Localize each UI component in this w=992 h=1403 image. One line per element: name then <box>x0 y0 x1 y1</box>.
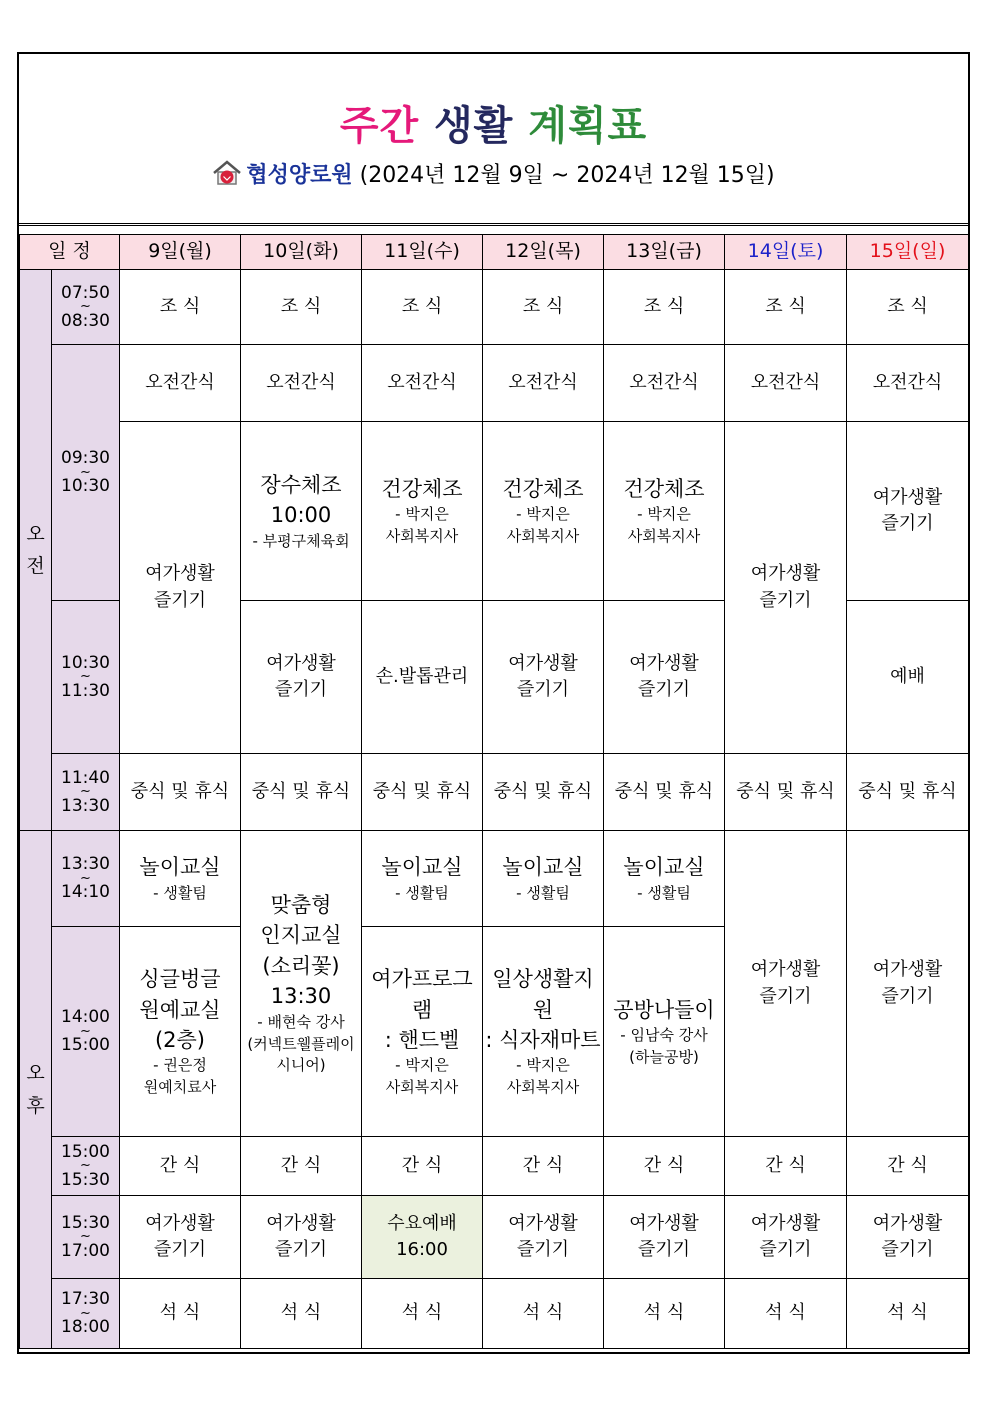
meal-cell: 석 식 <box>120 1279 241 1349</box>
meal-cell: 석 식 <box>483 1279 604 1349</box>
activity-cell: 여가생활 즐기기 <box>847 831 969 1137</box>
period-am: 오 전 <box>20 270 52 831</box>
snack-cell: 간 식 <box>241 1137 362 1196</box>
activity-cell: 놀이교실 - 생활팀 <box>120 831 241 927</box>
activity-cell: 일상생활지원 : 식자재마트 - 박지은 사회복지사 <box>483 927 604 1137</box>
row-dinner <box>20 1279 969 1349</box>
activity-cell: 놀이교실 - 생활팀 <box>362 831 483 927</box>
meal-cell: 조 식 <box>847 270 969 345</box>
time-slot: 13:30 ~ 14:10 <box>52 831 120 927</box>
activity-cell: 여가생활 즐기기 <box>241 601 362 754</box>
activity-cell: 건강체조 - 박지은 사회복지사 <box>483 422 604 601</box>
subtitle <box>19 158 968 192</box>
time-slot: 07:50 ~ 08:30 <box>52 270 120 345</box>
activity-cell: 여가생활 즐기기 <box>604 601 725 754</box>
meal-cell: 중식 및 휴식 <box>847 754 969 831</box>
day-header-sunday: 15일(일) <box>847 235 969 270</box>
date-range: (2024년 12월 9일 ~ 2024년 12월 15일) <box>359 163 775 188</box>
day-header: 13일(금) <box>604 235 725 270</box>
activity-cell: 여가생활 즐기기 <box>847 422 969 601</box>
activity-cell: 싱글벙글 원예교실 (2층) - 권은정 원예치료사 <box>120 927 241 1137</box>
schedule-table <box>19 234 969 1349</box>
row-breakfast <box>20 270 969 345</box>
activity-cell: 예배 <box>847 601 969 754</box>
snack-cell: 간 식 <box>362 1137 483 1196</box>
day-header: 12일(목) <box>483 235 604 270</box>
meal-cell: 중식 및 휴식 <box>725 754 847 831</box>
row-pm-snack <box>20 1137 969 1196</box>
document-header <box>19 54 968 226</box>
snack-cell: 오전간식 <box>241 345 362 422</box>
activity-cell: 여가생활 즐기기 <box>241 1196 362 1279</box>
meal-cell: 조 식 <box>120 270 241 345</box>
snack-cell: 오전간식 <box>362 345 483 422</box>
schedule-label: 일 정 <box>20 235 120 270</box>
activity-cell: 여가생활 즐기기 <box>847 1196 969 1279</box>
row-lunch <box>20 754 969 831</box>
meal-cell: 석 식 <box>725 1279 847 1349</box>
meal-cell: 석 식 <box>362 1279 483 1349</box>
activity-cell: 놀이교실 - 생활팀 <box>604 831 725 927</box>
time-slot: 10:30 ~ 11:30 <box>52 601 120 754</box>
day-header: 10일(화) <box>241 235 362 270</box>
time-slot: 17:30 ~ 18:00 <box>52 1279 120 1349</box>
snack-cell: 간 식 <box>120 1137 241 1196</box>
snack-cell: 간 식 <box>604 1137 725 1196</box>
row-am-program <box>20 422 969 601</box>
row-pm-1 <box>20 831 969 927</box>
activity-cell: 여가생활 즐기기 <box>483 1196 604 1279</box>
activity-cell: 여가생활 즐기기 <box>604 1196 725 1279</box>
time-slot: 09:30 ~ 10:30 <box>52 345 120 601</box>
meal-cell: 석 식 <box>604 1279 725 1349</box>
time-slot: 15:30 ~ 17:00 <box>52 1196 120 1279</box>
activity-cell: 건강체조 - 박지은 사회복지사 <box>362 422 483 601</box>
snack-cell: 오전간식 <box>604 345 725 422</box>
activity-cell: 건강체조 - 박지은 사회복지사 <box>604 422 725 601</box>
wednesday-service-cell: 수요예배 16:00 <box>362 1196 483 1279</box>
activity-cell: 여가생활 즐기기 <box>725 1196 847 1279</box>
page-title: 주간 생활 계획표 <box>339 103 648 149</box>
activity-cell: 여가생활 즐기기 <box>483 601 604 754</box>
day-header: 11일(수) <box>362 235 483 270</box>
snack-cell: 오전간식 <box>120 345 241 422</box>
activity-cell: 손.발톱관리 <box>362 601 483 754</box>
activity-cell: 여가생활 즐기기 <box>725 831 847 1137</box>
org-name: 협성양로원 <box>246 163 353 188</box>
activity-cell: 여가생활 즐기기 <box>120 422 241 754</box>
day-header: 9일(월) <box>120 235 241 270</box>
activity-cell: 장수체조 10:00 - 부평구체육회 <box>241 422 362 601</box>
activity-cell: 공방나들이 - 임남숙 강사 (하늘공방) <box>604 927 725 1137</box>
schedule-frame <box>17 52 970 1354</box>
snack-cell: 간 식 <box>483 1137 604 1196</box>
meal-cell: 중식 및 휴식 <box>483 754 604 831</box>
row-pm-3 <box>20 1196 969 1279</box>
time-slot: 15:00 ~ 15:30 <box>52 1137 120 1196</box>
house-logo-icon <box>212 160 242 192</box>
meal-cell: 중식 및 휴식 <box>362 754 483 831</box>
day-header-row <box>20 235 969 270</box>
snack-cell: 오전간식 <box>847 345 969 422</box>
meal-cell: 조 식 <box>362 270 483 345</box>
meal-cell: 중식 및 휴식 <box>241 754 362 831</box>
activity-cell: 여가프로그램 : 핸드벨 - 박지은 사회복지사 <box>362 927 483 1137</box>
activity-cell: 여가생활 즐기기 <box>725 422 847 754</box>
meal-cell: 조 식 <box>604 270 725 345</box>
activity-cell: 놀이교실 - 생활팀 <box>483 831 604 927</box>
meal-cell: 중식 및 휴식 <box>120 754 241 831</box>
meal-cell: 석 식 <box>241 1279 362 1349</box>
meal-cell: 중식 및 휴식 <box>604 754 725 831</box>
activity-cell: 맞춤형 인지교실 (소리꽃) 13:30 - 배현숙 강사 (커넥트웰플레이 시니어) <box>241 831 362 1137</box>
snack-cell: 오전간식 <box>483 345 604 422</box>
row-am-snack <box>20 345 969 422</box>
activity-cell: 여가생활 즐기기 <box>120 1196 241 1279</box>
meal-cell: 석 식 <box>847 1279 969 1349</box>
time-slot: 14:00 ~ 15:00 <box>52 927 120 1137</box>
time-slot: 11:40 ~ 13:30 <box>52 754 120 831</box>
meal-cell: 조 식 <box>241 270 362 345</box>
snack-cell: 간 식 <box>725 1137 847 1196</box>
meal-cell: 조 식 <box>483 270 604 345</box>
snack-cell: 오전간식 <box>725 345 847 422</box>
period-pm: 오 후 <box>20 831 52 1349</box>
meal-cell: 조 식 <box>725 270 847 345</box>
snack-cell: 간 식 <box>847 1137 969 1196</box>
day-header-saturday: 14일(토) <box>725 235 847 270</box>
